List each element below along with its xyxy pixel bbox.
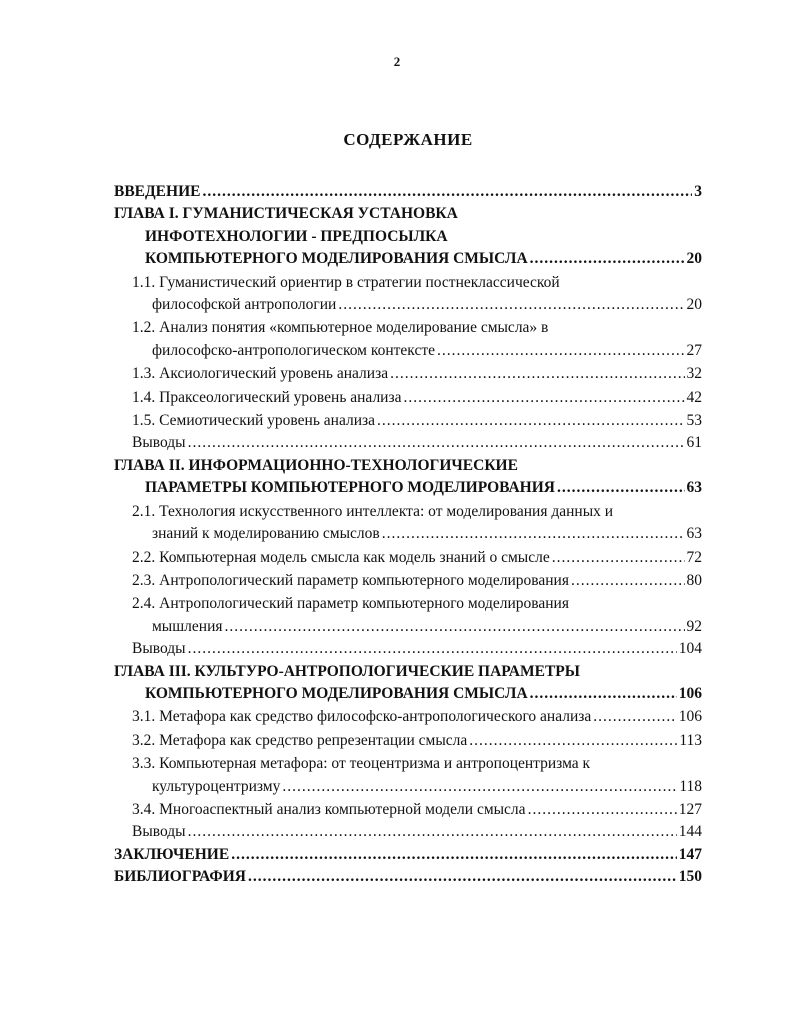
toc-chapter-2[interactable]: [114, 455, 708, 500]
toc-section-2-3[interactable]: [114, 570, 708, 592]
toc-page-number: 63: [686, 479, 702, 497]
section-title-last-line: [114, 776, 708, 798]
toc-label: философско-антропологическом контексте: [152, 341, 435, 359]
toc-page-number: 27: [686, 341, 702, 359]
toc-label: знаний к моделированию смыслов: [152, 525, 380, 543]
toc-section-3-4[interactable]: [114, 799, 708, 821]
toc-entry-intro[interactable]: [114, 181, 708, 203]
toc-section-3-3[interactable]: [114, 753, 708, 798]
section-title-line: 1.2. Анализ понятия «компьютерное моделирование смысла» в: [132, 319, 549, 337]
chapter-title-last-line: [114, 683, 708, 705]
page-number: 2: [393, 54, 401, 69]
toc-conclusions-1[interactable]: [114, 432, 708, 454]
toc-page-number: 3: [694, 183, 702, 200]
toc-section-2-4[interactable]: [114, 593, 708, 638]
toc-label: мышления: [152, 617, 223, 635]
toc-page-number: 106: [678, 684, 702, 702]
toc-entry-bibliography[interactable]: [114, 866, 708, 888]
table-of-contents: [114, 181, 708, 889]
toc-conclusions-2[interactable]: [114, 638, 708, 660]
toc-page-number: 150: [678, 868, 702, 886]
dot-leader: [437, 340, 685, 357]
dot-leader: [202, 181, 692, 198]
dot-leader: [382, 523, 685, 540]
dot-leader: [377, 410, 684, 427]
toc-section-3-1[interactable]: [114, 706, 708, 728]
section-title-line: 3.3. Компьютерная метафора: от теоцентризма и антропоцентризма к: [132, 755, 591, 773]
toc-section-1-1[interactable]: [114, 272, 708, 317]
toc-page-number: 144: [678, 823, 702, 841]
section-title-last-line: [114, 523, 708, 545]
toc-page-number: 113: [679, 731, 702, 749]
dot-leader: [403, 387, 684, 404]
toc-label: Выводы: [132, 823, 186, 841]
toc-label: КОМПЬЮТЕРНОГО МОДЕЛИРОВАНИЯ СМЫСЛА: [145, 250, 528, 268]
toc-page-number: 20: [686, 296, 702, 314]
toc-label: ВВЕДЕНИЕ: [114, 183, 201, 200]
toc-label: КОМПЬЮТЕРНОГО МОДЕЛИРОВАНИЯ СМЫСЛА: [145, 684, 528, 702]
dot-leader: [338, 294, 684, 311]
dot-leader: [530, 248, 685, 265]
dot-leader: [188, 638, 677, 655]
toc-page-number: 118: [679, 777, 702, 795]
toc-page-number: 42: [686, 388, 702, 406]
chapter-title-line: ГЛАВА II. ИНФОРМАЦИОННО-ТЕХНОЛОГИЧЕСКИЕ: [114, 456, 518, 474]
toc-label: Выводы: [132, 640, 186, 658]
toc-section-2-2[interactable]: [114, 547, 708, 569]
section-title-last-line: [114, 340, 708, 362]
dot-leader: [593, 706, 676, 723]
toc-page-number: 106: [678, 708, 702, 726]
toc-section-1-3[interactable]: [114, 363, 708, 385]
toc-label: 1.3. Аксиологический уровень анализа: [132, 365, 389, 383]
section-title-line: 1.1. Гуманистический ориентир в стратегии постнеклассической: [132, 273, 560, 291]
toc-label: 3.1. Метафора как средство философско-антропологического анализа: [132, 708, 592, 726]
toc-page-number: 104: [678, 640, 702, 658]
dot-leader: [528, 799, 677, 816]
toc-conclusions-3[interactable]: [114, 821, 708, 843]
toc-label: ЗАКЛЮЧЕНИЕ: [114, 845, 230, 863]
toc-page-number: 63: [686, 525, 702, 543]
toc-page-number: 72: [686, 548, 702, 566]
dot-leader: [390, 363, 684, 380]
chapter-title-line: ИНФОТЕХНОЛОГИИ - ПРЕДПОСЫЛКА: [145, 227, 448, 245]
toc-label: ПАРАМЕТРЫ КОМПЬЮТЕРНОГО МОДЕЛИРОВАНИЯ: [145, 479, 555, 497]
section-title-last-line: [114, 616, 708, 638]
toc-page-number: 32: [686, 365, 702, 383]
toc-label: 2.2. Компьютерная модель смысла как модель знаний о смысле: [132, 548, 550, 566]
dot-leader: [530, 683, 677, 700]
toc-label: Выводы: [132, 434, 186, 452]
section-title-line: 2.4. Антропологический параметр компьютерного моделирования: [132, 595, 569, 613]
dot-leader: [225, 616, 685, 633]
dot-leader: [469, 730, 677, 747]
toc-chapter-1[interactable]: [114, 203, 708, 270]
dot-leader: [188, 432, 685, 449]
toc-label: 1.4. Праксеологический уровень анализа: [132, 388, 402, 406]
dot-leader: [231, 844, 677, 861]
toc-section-3-2[interactable]: [114, 730, 708, 752]
toc-page-number: 61: [686, 434, 702, 452]
toc-label: 2.3. Антропологический параметр компьютерного моделирования: [132, 571, 569, 589]
toc-section-1-4[interactable]: [114, 387, 708, 409]
toc-label: 1.5. Семиотический уровень анализа: [132, 412, 376, 430]
toc-page-number: 53: [686, 412, 702, 430]
dot-leader: [557, 477, 685, 494]
dot-leader: [282, 776, 677, 793]
chapter-title-last-line: [114, 248, 708, 270]
dot-leader: [552, 547, 685, 564]
toc-label: философской антропологии: [152, 296, 337, 314]
toc-section-2-1[interactable]: [114, 501, 708, 546]
chapter-title-line: ГЛАВА I. ГУМАНИСТИЧЕСКАЯ УСТАНОВКА: [114, 205, 458, 223]
toc-page-number: 80: [686, 571, 702, 589]
dot-leader: [188, 821, 677, 838]
dot-leader: [248, 866, 677, 883]
toc-entry-conclusion[interactable]: [114, 844, 708, 866]
toc-label: культуроцентризму: [152, 777, 281, 795]
toc-chapter-3[interactable]: [114, 661, 708, 706]
toc-page-number: 20: [686, 250, 702, 268]
page-title: СОДЕРЖАНИЕ: [343, 130, 473, 149]
section-title-last-line: [114, 294, 708, 316]
toc-page-number: 92: [686, 617, 702, 635]
toc-page-number: 127: [678, 800, 702, 818]
toc-label: БИБЛИОГРАФИЯ: [114, 868, 246, 886]
toc-page-number: 147: [678, 845, 702, 863]
toc-section-1-5[interactable]: [114, 410, 708, 432]
toc-section-1-2[interactable]: [114, 317, 708, 362]
chapter-title-last-line: [114, 477, 708, 499]
section-title-line: 2.1. Технология искусственного интеллекта: от моделирования данных и: [132, 502, 614, 520]
dot-leader: [571, 570, 685, 587]
chapter-title-line: ГЛАВА III. КУЛЬТУРО-АНТРОПОЛОГИЧЕСКИЕ ПАРАМЕТРЫ: [114, 662, 580, 680]
toc-label: 3.4. Многоаспектный анализ компьютерной модели смысла: [132, 800, 526, 818]
toc-label: 3.2. Метафора как средство репрезентации смысла: [132, 731, 468, 749]
